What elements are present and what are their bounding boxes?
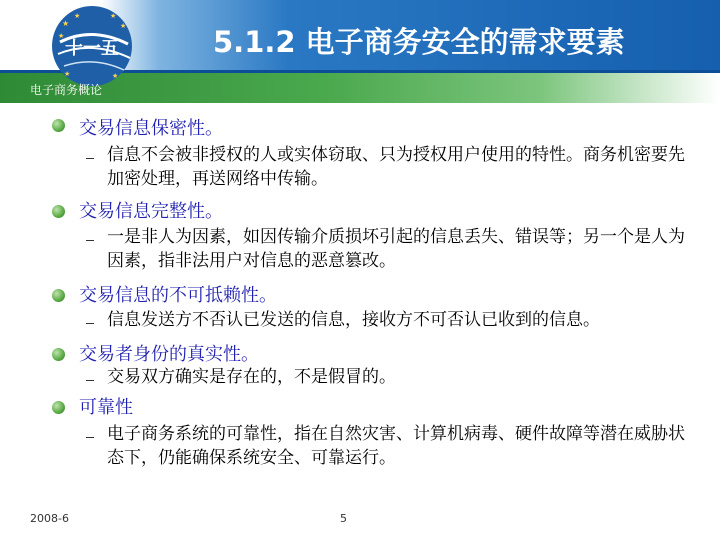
bullet-icon: [52, 348, 65, 361]
bullet-heading: 交易信息完整性。: [79, 201, 223, 222]
bullet-icon: [52, 289, 65, 302]
slide-title: 5.1.2 电子商务安全的需求要素: [213, 25, 625, 59]
svg-text:★: ★: [112, 72, 119, 80]
dash-icon: [86, 380, 94, 381]
bullet-icon: [52, 119, 65, 132]
svg-text:★: ★: [74, 12, 81, 20]
page-number: 5: [340, 512, 347, 525]
bullet-detail: 一是非人为因素，如因传输介质损坏引起的信息丢失、错误等；另一个是人为因素，指非法用户对信息的恶意篡改。: [107, 227, 685, 271]
dash-icon: [86, 240, 94, 241]
course-subtitle: 电子商务概论: [30, 83, 103, 97]
bullet-heading: 可靠性: [79, 397, 133, 418]
svg-text:★: ★: [110, 12, 117, 20]
dash-icon: [86, 437, 94, 438]
bullet-heading: 交易信息的不可抵赖性。: [79, 285, 277, 306]
svg-text:★: ★: [58, 32, 65, 40]
svg-text:★: ★: [120, 22, 127, 30]
bullet-detail: 电子商务系统的可靠性，指在自然灾害、计算机病毒、硬件故障等潜在威胁状态下，仍能确保系统安全、可靠运行。: [107, 424, 685, 468]
bullet-detail: 交易双方确实是存在的，不是假冒的。: [107, 367, 396, 387]
bullet-detail: 信息不会被非授权的人或实体窃取、只为授权用户使用的特性。商务机密要先加密处理，再送网络中传输。: [107, 145, 685, 189]
dash-icon: [86, 323, 94, 324]
dash-icon: [86, 158, 94, 159]
bullet-detail: 信息发送方不否认已发送的信息，接收方不可否认已收到的信息。: [107, 310, 600, 330]
bullet-icon: [52, 205, 65, 218]
bullet-icon: [52, 401, 65, 414]
svg-text:★: ★: [62, 19, 70, 28]
svg-text:★: ★: [64, 70, 71, 78]
bullet-heading: 交易者身份的真实性。: [79, 344, 259, 365]
footer-date: 2008-6: [30, 512, 69, 525]
bullet-heading: 交易信息保密性。: [79, 118, 223, 139]
logo-text: 十一五: [65, 38, 119, 59]
